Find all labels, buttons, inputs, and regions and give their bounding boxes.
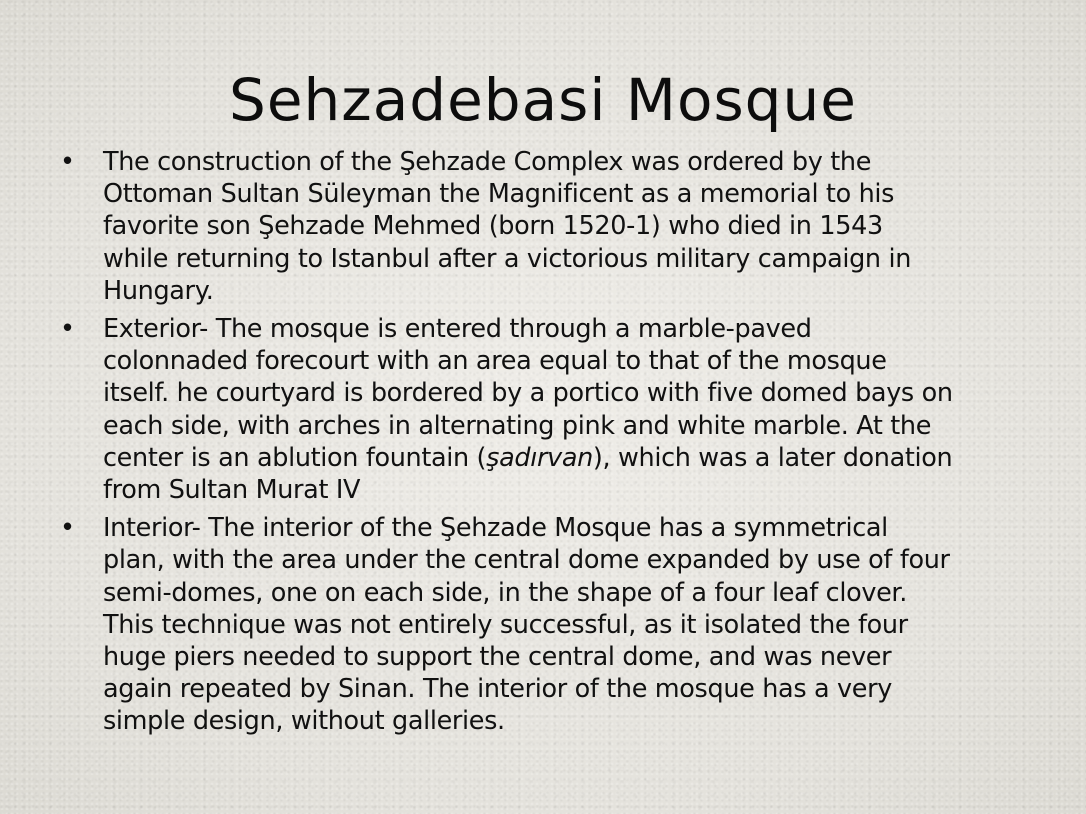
- text-line: [103, 442, 1030, 474]
- text-line: favorite son Şehzade Mehmed (born 1520-1) who died in 1543: [103, 211, 883, 242]
- text-line: plan, with the area under the central dome expanded by use of four: [103, 545, 950, 576]
- text-line: The construction of the Şehzade Complex was ordered by the: [103, 147, 872, 177]
- text-segment: ), which was a later donation: [592, 442, 953, 473]
- text-line: semi-domes, one on each side, in the shape of a four leaf clover.: [103, 577, 907, 608]
- text-line: This technique was not entirely successful, as it isolated the four: [103, 609, 908, 640]
- text-line: Exterior- The mosque is entered through a marble-paved: [103, 314, 812, 345]
- bullet-interior: [60, 512, 1030, 737]
- bullet-marker: •: [60, 513, 75, 544]
- text-segment: center is an ablution fountain (: [103, 442, 487, 473]
- text-line: while returning to Istanbul after a victorious military campaign in: [103, 243, 912, 274]
- bullet-marker: •: [60, 147, 75, 177]
- text-line: colonnaded forecourt with an area equal to that of the mosque: [103, 346, 887, 377]
- bullet-construction: [60, 146, 1030, 307]
- text-line: Interior- The interior of the Şehzade Mosque has a symmetrical: [103, 513, 888, 544]
- text-line: simple design, without galleries.: [103, 706, 505, 737]
- text-line: from Sultan Murat IV: [103, 475, 361, 506]
- bullet-exterior: [60, 313, 1030, 506]
- text-line: Hungary.: [103, 275, 214, 306]
- text-line: each side, with arches in alternating pink and white marble. At the: [103, 410, 932, 441]
- bullet-marker: •: [60, 314, 75, 345]
- slide-title: Sehzadebasi Mosque: [229, 66, 857, 134]
- bullet-list: [60, 146, 1030, 744]
- text-line: again repeated by Sinan. The interior of the mosque has a very: [103, 674, 892, 705]
- text-line: itself. he courtyard is bordered by a portico with five domed bays on: [103, 378, 953, 409]
- text-line: Ottoman Sultan Süleyman the Magnificent as a memorial to his: [103, 179, 895, 210]
- italic-term: şadırvan: [486, 442, 593, 473]
- text-line: huge piers needed to support the central dome, and was never: [103, 642, 892, 673]
